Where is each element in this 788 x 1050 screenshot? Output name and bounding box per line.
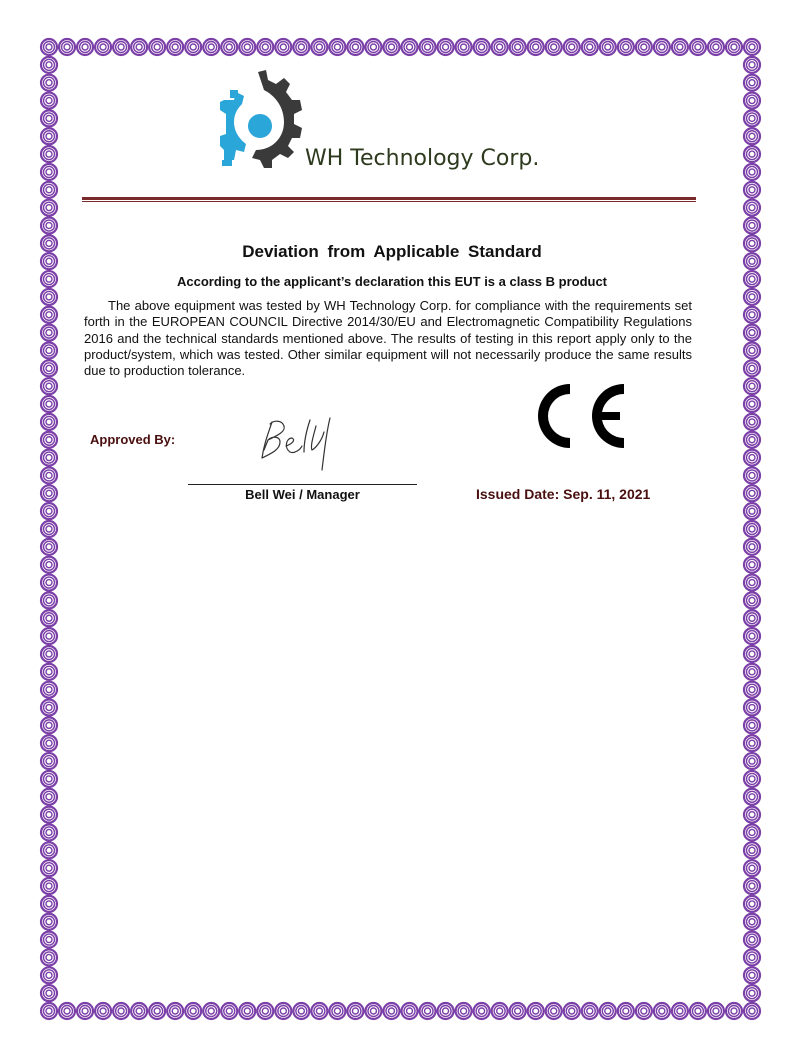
border-swirl <box>185 1003 201 1019</box>
border-swirl <box>690 1003 706 1019</box>
border-swirl <box>311 39 327 55</box>
border-swirl <box>41 432 57 448</box>
border-swirl <box>546 39 562 55</box>
border-swirl <box>744 467 760 483</box>
border-swirl <box>113 1003 129 1019</box>
border-swirl <box>41 450 57 466</box>
border-swirl <box>744 200 760 216</box>
border-swirl <box>744 985 760 1001</box>
border-swirl <box>239 1003 255 1019</box>
border-swirl <box>744 414 760 430</box>
border-swirl <box>744 717 760 733</box>
border-swirl <box>41 807 57 823</box>
border-swirl <box>744 378 760 394</box>
border-swirl <box>383 1003 399 1019</box>
company-name: WH Technology Corp. <box>305 146 540 171</box>
border-swirl <box>528 39 544 55</box>
header-divider-thick <box>82 197 696 200</box>
border-swirl <box>744 932 760 948</box>
border-swirl <box>41 128 57 144</box>
border-swirl <box>744 842 760 858</box>
border-swirl <box>131 1003 147 1019</box>
border-swirl <box>600 1003 616 1019</box>
declaration-paragraph: The above equipment was tested by WH Technology Corp. for compliance with the requirements set forth in the EUROPEAN COUNCIL Directive 2014/30/EU and Electromagnetic Compatibility Regulations 2016 and the technical standards mentioned above. The results of testing in this report apply only to the product/system, which was tested. Other similar equipment will not necessarily produce the same results due to production tolerance. <box>84 298 692 379</box>
border-swirl <box>744 271 760 287</box>
border-swirl <box>744 753 760 769</box>
border-swirl <box>239 39 255 55</box>
border-swirl <box>185 39 201 55</box>
border-swirl <box>41 575 57 591</box>
border-swirl <box>582 1003 598 1019</box>
border-swirl <box>744 967 760 983</box>
border-swirl <box>744 860 760 876</box>
border-swirl <box>41 271 57 287</box>
border-swirl <box>474 39 490 55</box>
border-swirl <box>672 1003 688 1019</box>
border-swirl <box>41 735 57 751</box>
border-swirl <box>510 1003 526 1019</box>
border-swirl <box>402 1003 418 1019</box>
border-swirl <box>365 1003 381 1019</box>
border-swirl <box>41 824 57 840</box>
border-swirl <box>383 39 399 55</box>
border-swirl <box>744 539 760 555</box>
border-swirl <box>744 682 760 698</box>
border-swirl <box>41 914 57 930</box>
border-swirl <box>95 39 111 55</box>
border-swirl <box>41 610 57 626</box>
header-divider-thin <box>82 201 696 202</box>
border-swirl <box>41 985 57 1001</box>
border-swirl <box>402 39 418 55</box>
border-swirl <box>744 575 760 591</box>
border-swirl <box>546 1003 562 1019</box>
border-swirl <box>744 700 760 716</box>
border-swirl <box>744 450 760 466</box>
border-swirl <box>41 467 57 483</box>
signer-name: Bell Wei / Manager <box>245 487 360 502</box>
border-swirl <box>744 342 760 358</box>
border-swirl <box>744 396 760 412</box>
border-swirl <box>744 646 760 662</box>
border-swirl <box>744 557 760 573</box>
border-swirl <box>744 628 760 644</box>
border-swirl <box>744 610 760 626</box>
border-swirl <box>744 1003 760 1019</box>
border-swirl <box>347 1003 363 1019</box>
border-swirl <box>438 1003 454 1019</box>
signature-line <box>188 484 417 485</box>
border-swirl <box>41 182 57 198</box>
border-swirl <box>492 39 508 55</box>
border-swirl <box>744 253 760 269</box>
border-swirl <box>41 396 57 412</box>
border-swirl <box>420 39 436 55</box>
border-swirl <box>41 289 57 305</box>
border-swirl <box>708 1003 724 1019</box>
border-swirl <box>654 39 670 55</box>
border-swirl <box>293 1003 309 1019</box>
border-swirl <box>41 592 57 608</box>
border-swirl <box>564 39 580 55</box>
document-title: Deviation from Applicable Standard <box>242 242 542 261</box>
border-swirl <box>744 521 760 537</box>
border-swirl <box>77 1003 93 1019</box>
border-swirl <box>744 485 760 501</box>
border-swirl <box>744 360 760 376</box>
border-swirl <box>275 39 291 55</box>
border-swirl <box>41 521 57 537</box>
border-swirl <box>257 1003 273 1019</box>
border-swirl <box>744 57 760 73</box>
border-swirl <box>600 39 616 55</box>
border-swirl <box>41 646 57 662</box>
border-swirl <box>744 896 760 912</box>
border-swirl <box>41 967 57 983</box>
border-swirl <box>203 39 219 55</box>
border-swirl <box>365 39 381 55</box>
border-swirl <box>564 1003 580 1019</box>
border-swirl <box>744 949 760 965</box>
border-swirl <box>41 682 57 698</box>
border-swirl <box>41 414 57 430</box>
border-swirl <box>41 235 57 251</box>
border-swirl <box>41 485 57 501</box>
border-swirl <box>113 39 129 55</box>
border-swirl <box>744 110 760 126</box>
border-swirl <box>618 1003 634 1019</box>
border-swirl <box>41 628 57 644</box>
approved-by-label: Approved By: <box>90 432 176 447</box>
border-swirl <box>582 39 598 55</box>
border-swirl <box>726 39 742 55</box>
border-swirl <box>438 39 454 55</box>
border-swirl <box>708 39 724 55</box>
border-swirl <box>221 39 237 55</box>
border-swirl <box>690 39 706 55</box>
border-swirl <box>528 1003 544 1019</box>
document-subtitle: According to the applicant’s declaration this EUT is a class B product <box>176 274 608 289</box>
border-swirl <box>744 164 760 180</box>
border-swirl <box>41 39 57 55</box>
border-swirl <box>275 1003 291 1019</box>
border-swirl <box>636 1003 652 1019</box>
border-swirl <box>131 39 147 55</box>
border-swirl <box>41 949 57 965</box>
border-swirl <box>41 771 57 787</box>
border-swirl <box>744 218 760 234</box>
border-swirl <box>41 146 57 162</box>
border-swirl <box>95 1003 111 1019</box>
handwritten-signature <box>250 410 350 480</box>
border-swirl <box>654 1003 670 1019</box>
border-swirl <box>41 896 57 912</box>
border-swirl <box>293 39 309 55</box>
border-swirl <box>41 218 57 234</box>
border-swirl <box>41 307 57 323</box>
border-swirl <box>492 1003 508 1019</box>
border-swirl <box>329 39 345 55</box>
border-swirl <box>41 842 57 858</box>
border-swirl <box>347 39 363 55</box>
border-swirl <box>726 1003 742 1019</box>
border-swirl <box>311 1003 327 1019</box>
border-swirl <box>41 75 57 91</box>
border-swirl <box>203 1003 219 1019</box>
border-swirl <box>744 432 760 448</box>
border-swirl <box>672 39 688 55</box>
border-swirl <box>744 592 760 608</box>
border-swirl <box>744 182 760 198</box>
issued-date: Issued Date: Sep. 11, 2021 <box>476 486 651 502</box>
border-swirl <box>41 503 57 519</box>
border-swirl <box>41 253 57 269</box>
border-swirl <box>41 753 57 769</box>
border-swirl <box>744 39 760 55</box>
border-swirl <box>744 289 760 305</box>
border-swirl <box>41 789 57 805</box>
border-swirl <box>744 914 760 930</box>
border-swirl <box>744 93 760 109</box>
border-swirl <box>41 93 57 109</box>
border-swirl <box>618 39 634 55</box>
border-swirl <box>474 1003 490 1019</box>
border-swirl <box>41 110 57 126</box>
border-swirl <box>221 1003 237 1019</box>
border-swirl <box>41 360 57 376</box>
border-swirl <box>77 39 93 55</box>
border-swirl <box>510 39 526 55</box>
border-swirl <box>744 824 760 840</box>
border-swirl <box>744 503 760 519</box>
border-swirl <box>41 932 57 948</box>
border-swirl <box>257 39 273 55</box>
border-swirl <box>149 1003 165 1019</box>
border-swirl <box>744 664 760 680</box>
border-swirl <box>456 1003 472 1019</box>
border-swirl <box>41 378 57 394</box>
border-swirl <box>41 664 57 680</box>
border-swirl <box>744 146 760 162</box>
border-swirl <box>744 235 760 251</box>
border-swirl <box>149 39 165 55</box>
border-swirl <box>744 789 760 805</box>
border-swirl <box>41 557 57 573</box>
border-swirl <box>41 700 57 716</box>
border-swirl <box>744 128 760 144</box>
border-swirl <box>41 860 57 876</box>
border-swirl <box>636 39 652 55</box>
border-swirl <box>420 1003 436 1019</box>
border-swirl <box>744 807 760 823</box>
border-swirl <box>41 57 57 73</box>
border-swirl <box>744 735 760 751</box>
border-swirl <box>41 164 57 180</box>
border-swirl <box>41 200 57 216</box>
border-swirl <box>41 342 57 358</box>
border-swirl <box>744 325 760 341</box>
border-swirl <box>41 717 57 733</box>
border-swirl <box>744 75 760 91</box>
border-swirl <box>329 1003 345 1019</box>
gear-droplet-logo-icon <box>220 70 304 170</box>
border-swirl <box>456 39 472 55</box>
border-swirl <box>41 539 57 555</box>
border-swirl <box>59 1003 75 1019</box>
ce-mark-icon <box>534 380 630 452</box>
border-swirl <box>41 878 57 894</box>
border-swirl <box>744 771 760 787</box>
border-swirl <box>167 1003 183 1019</box>
border-swirl <box>41 1003 57 1019</box>
border-swirl <box>744 878 760 894</box>
border-swirl <box>59 39 75 55</box>
border-swirl <box>41 325 57 341</box>
border-swirl <box>744 307 760 323</box>
border-swirl <box>167 39 183 55</box>
